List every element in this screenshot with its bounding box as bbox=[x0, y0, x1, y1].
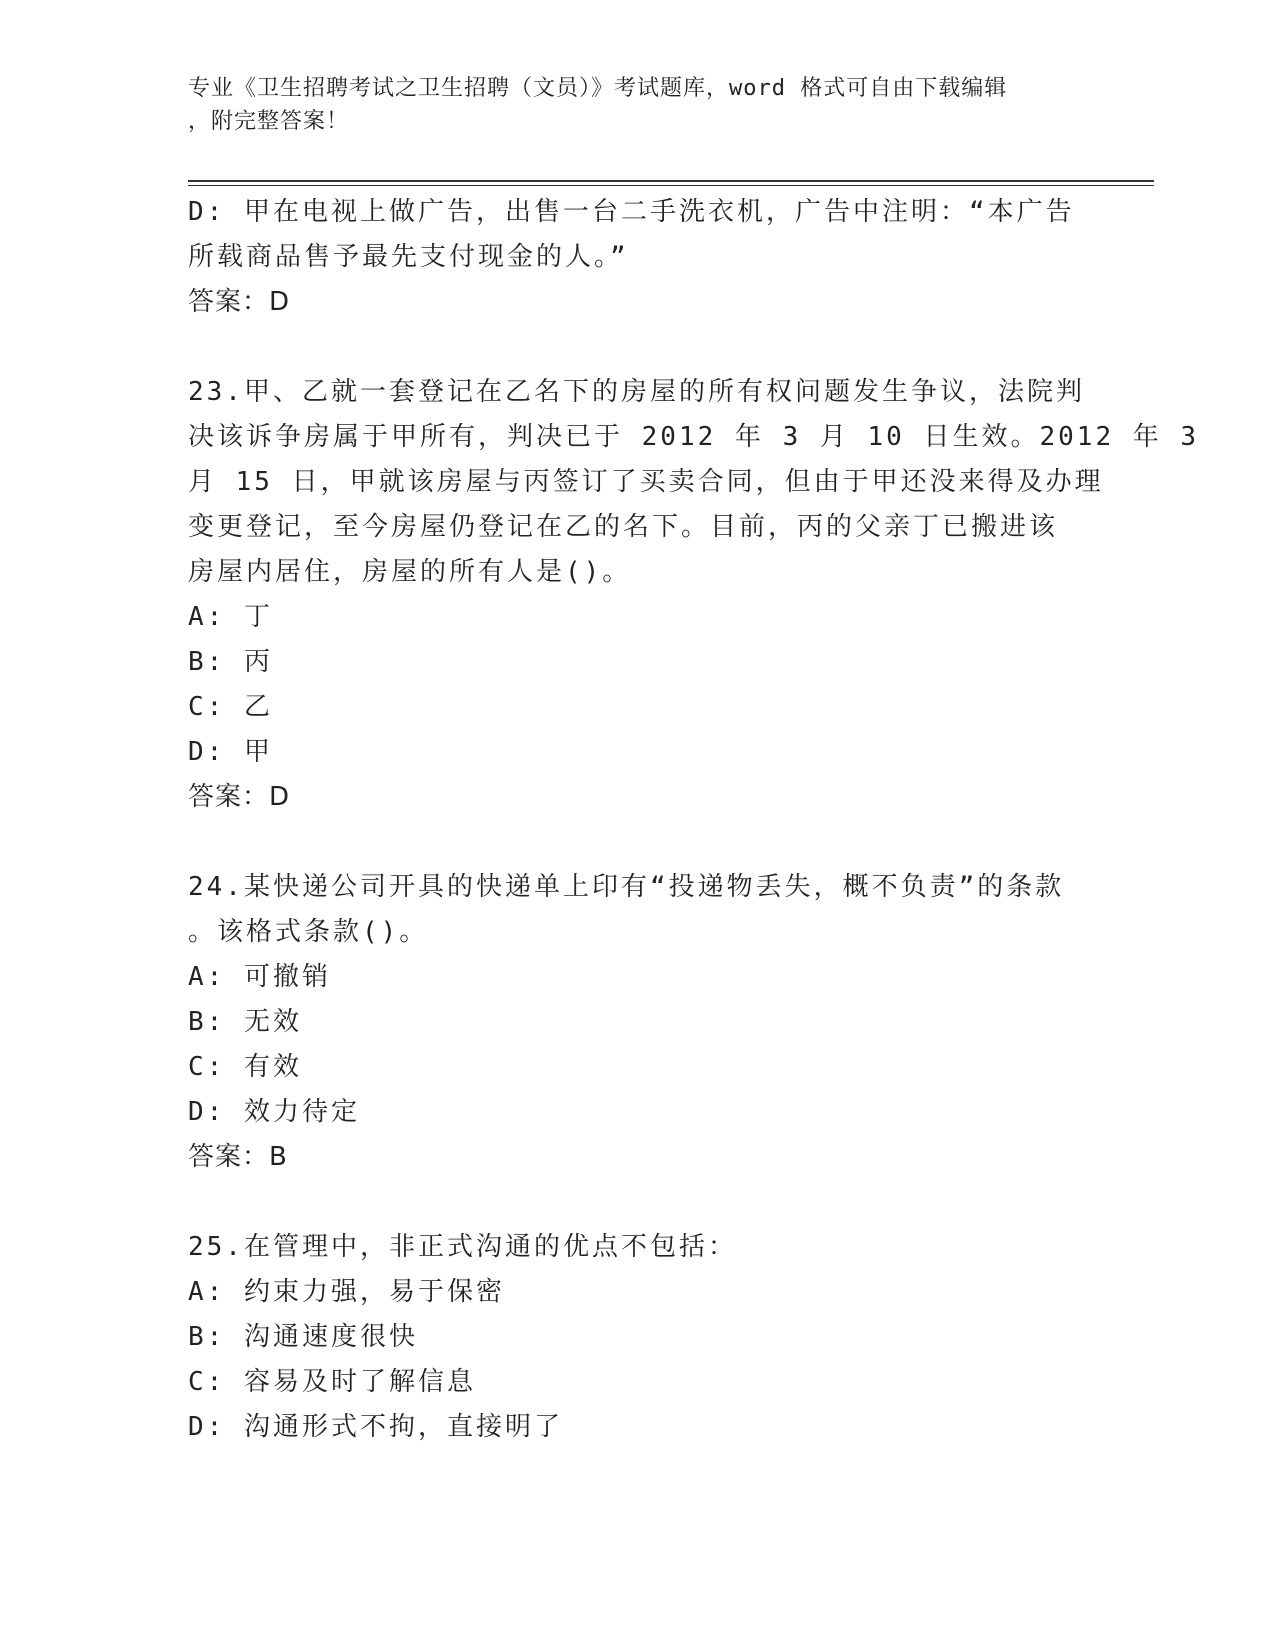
header-line-2: ，附完整答案！ bbox=[188, 109, 350, 134]
option-c: C: 乙 bbox=[188, 692, 273, 722]
question-stem-line: 变更登记，至今房屋仍登记在乙的名下。目前，丙的父亲丁已搬进该 bbox=[188, 512, 1059, 542]
answer: 答案：D bbox=[188, 287, 291, 317]
question-22 bbox=[188, 190, 1088, 325]
option-d: D: 甲 bbox=[188, 737, 273, 767]
option-d-line-2: 所载商品售予最先支付现金的人。” bbox=[188, 242, 629, 272]
header-line-1: 专业《卫生招聘考试之卫生招聘（文员）》考试题库，word 格式可自由下载编辑 bbox=[188, 76, 1008, 101]
header-rule-thin bbox=[188, 185, 1154, 186]
spacer bbox=[188, 820, 1088, 865]
spacer bbox=[188, 325, 1088, 370]
question-stem-line: 月 15 日，甲就该房屋与丙签订了买卖合同，但由于甲还没来得及办理 bbox=[188, 467, 1104, 497]
option-c: C: 容易及时了解信息 bbox=[188, 1367, 476, 1397]
question-24 bbox=[188, 865, 1088, 1180]
option-a: A: 可撤销 bbox=[188, 962, 331, 992]
document-body bbox=[188, 190, 1200, 1450]
question-stem-line: 。该格式条款()。 bbox=[188, 917, 429, 947]
option-a: A: 约束力强，易于保密 bbox=[188, 1277, 505, 1307]
answer: 答案：D bbox=[188, 782, 291, 812]
option-b: B: 沟通速度很快 bbox=[188, 1322, 418, 1352]
question-stem-line: 24.某快递公司开具的快递单上印有“投递物丢失，概不负责”的条款 bbox=[188, 872, 1065, 902]
document-header bbox=[188, 72, 1068, 138]
question-stem-line: 决该诉争房属于甲所有，判决已于 2012 年 3 月 10 日生效。2012 年 3 bbox=[188, 422, 1200, 452]
question-stem-line: 房屋内居住，房屋的所有人是()。 bbox=[188, 557, 632, 587]
option-d: D: 效力待定 bbox=[188, 1097, 360, 1127]
answer: 答案：B bbox=[188, 1142, 288, 1172]
question-25 bbox=[188, 1225, 1088, 1450]
option-d: D: 沟通形式不拘，直接明了 bbox=[188, 1412, 563, 1442]
question-stem-line: 23.甲、乙就一套登记在乙名下的房屋的所有权问题发生争议，法院判 bbox=[188, 377, 1085, 407]
question-23 bbox=[188, 370, 1200, 820]
option-b: B: 丙 bbox=[188, 647, 273, 677]
option-a: A: 丁 bbox=[188, 602, 273, 632]
question-stem-line: 25.在管理中，非正式沟通的优点不包括： bbox=[188, 1232, 737, 1262]
option-d-line-1: D: 甲在电视上做广告，出售一台二手洗衣机，广告中注明：“本广告 bbox=[188, 197, 1075, 227]
header-rule-thick bbox=[188, 180, 1154, 182]
spacer bbox=[188, 1180, 1088, 1225]
option-b: B: 无效 bbox=[188, 1007, 302, 1037]
option-c: C: 有效 bbox=[188, 1052, 302, 1082]
